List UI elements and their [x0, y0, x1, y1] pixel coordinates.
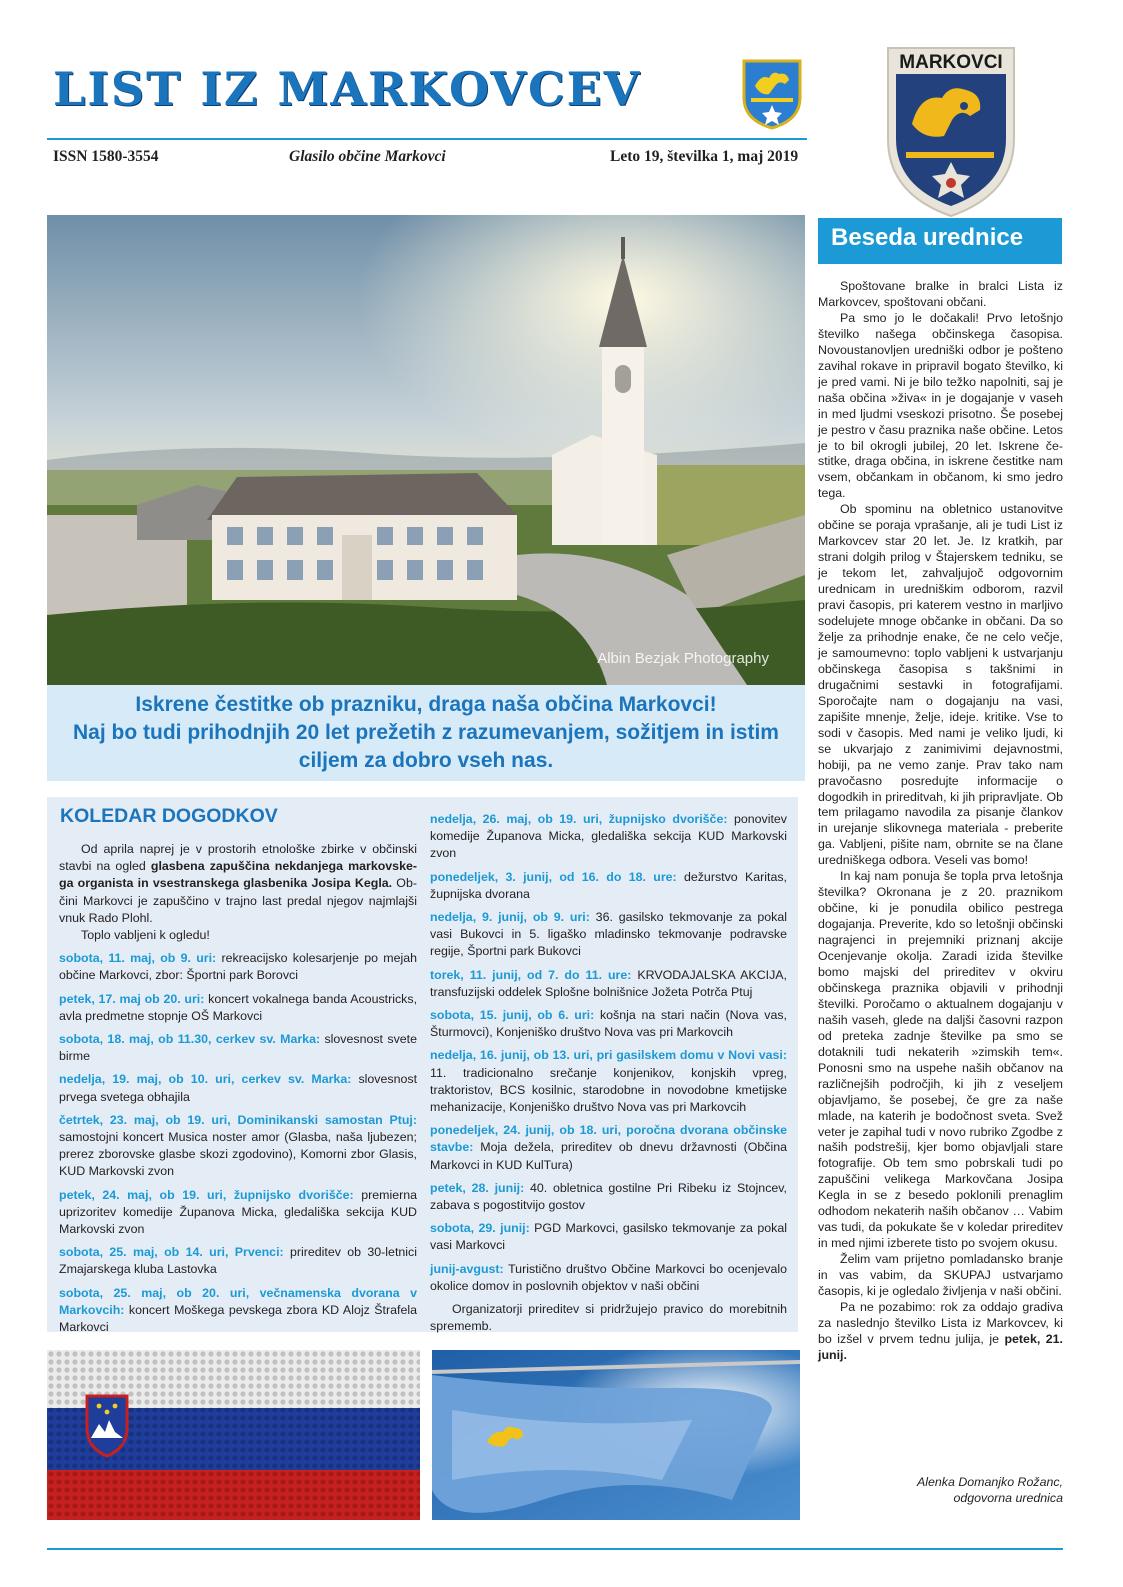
editorial-signature: [917, 1474, 1063, 1506]
markovci-shield-patch: [882, 44, 1020, 219]
event-item: [430, 909, 787, 961]
editorial-paragraph: Pa smo jo le dočakali! Prvo letošnjo številko našega občinskega časopisa. Novoustanovljen uredniški odbor je pošteno zavihal rokave in pripravil bogato številko, ki je pred vami. Ni je bilo težko napolniti, saj je naša občina »živa« in je dogajanje v vaseh in med ljudmi vseskozi prisotno. Še posebej je pestro v času praznika naše občine. Letos je to bil okrogli jubilej, 20 let. Iskrene čestitke, draga občina, in iskrene čestitke nam vsem, občankam in občanom, ki smo jedro tega.: [818, 310, 1063, 501]
event-when: četrtek, 23. maj, ob 19. uri, Dominikanski samostan Ptuj:: [59, 1112, 417, 1127]
event-what: PGD Markovci, gasilsko tekmovanje za pokal vasi Markovci: [430, 1221, 787, 1253]
editorial-paragraph: Želim vam prijetno pomladansko branje in vas vabim, da SKUPAJ ustvarjamo časopis, ki je ogledalo življenja v naši občini.: [818, 1252, 1063, 1299]
editorial-paragraphs: [818, 279, 1063, 1300]
calendar-invite: Toplo vabljeni k ogledu!: [81, 928, 210, 943]
issue-info: Leto 19, številka 1, maj 2019: [610, 148, 799, 165]
event-what: 40. obletnica gostilne Pri Ribeku iz Stojncev, zabava s pogostitvijo gostov: [430, 1180, 787, 1213]
event-when: sobota, 18. maj, ob 11.30, cerkev sv. Marka:: [59, 1032, 321, 1047]
calendar-title: KOLEDAR DOGODKOV: [60, 805, 278, 827]
crest-label: MARKOVCI: [899, 52, 1003, 73]
event-item: [59, 1071, 417, 1105]
event-when: nedelja, 16. junij, ob 13. uri, pri gasilskem domu v Novi vasi:: [430, 1048, 787, 1063]
event-when: nedelja, 19. maj, ob 10. uri, cerkev sv. Marka:: [59, 1072, 352, 1087]
header-rule: [47, 138, 807, 140]
event-what: košnja na stari način (Nova vas, Šturmovci), Konjeniško društvo Nova vas pri Markovcih: [430, 1008, 787, 1040]
event-item: [430, 1047, 787, 1116]
event-item: [430, 1261, 787, 1295]
event-item: [59, 1244, 417, 1278]
event-item: [430, 1122, 787, 1174]
event-item: [59, 950, 417, 984]
main-photo-municipal-building-church: [47, 215, 805, 685]
event-what: slovesnost svete birme: [59, 1032, 417, 1064]
editorial-paragraph: In kaj nam ponuja še topla prva letošnja številka? Okronana je z 20. praznikom občine, ki je ponudila obilico pestrega dogajanja. Preverite, kdo so letošnji občinski nagrajenci in prejemniki priznanj akcije Ocenjevanje okolja. Zaradi izida številke bomo majski del prireditev v okviru občinskega praznika objavili v prihodnji številki. Poročamo o aktualnem dogajanju v naših vaseh, glede na daljši časovni razpon od preteka zadnje številke pa smo se dotaknili tudi nekaterih »zimskih tem«. Ponosni smo na uspehe naših občanov na različnejših področjih, ki jih z veseljem objavljamo, še posebej, če gre za naše mlade, na katerih je bodočnost sveta. Svež veter je zapihal tudi v novo rubriko Zgodbe z naših podstrešij, kjer bomo objavljali stare fotografije. Ob tem smo pobrskali tudi po zapuščini velikega Markovčana Josipa Kegla in se z besedo poklonili prenaglim odhodom nekaterih naših občanov … Vabim vas tudi, da pokukate še v koledar prireditev in med njimi izberete tisto po svojem okusu.: [818, 869, 1063, 1251]
event-item: [430, 967, 787, 1001]
slovenian-flag-photo: [47, 1350, 420, 1520]
photo-credit: Albin Bezjak Photography: [597, 650, 769, 667]
calendar-intro: Od aprila naprej je v prostorih etnološke zbirke v občinski stavbi na ogled glasbena zapuščina nekdanjega markovskega organista in vsestranskega glasbenika Josipa Kegla. Občini Markovci je zapuščino v trajno last predal njegov najmlajši vnuk Rado Plohl.: [59, 842, 417, 925]
event-what: samostojni koncert Musica noster amor (Glasba, naša ljubezen; prerez zborovske glasbe skozi zgodovino), Komorni zbor Glasis, KUD Markovski zvon: [59, 1130, 417, 1179]
editorial-paragraph: Ob spominu na obletnico ustanovitve občine se poraja vprašanje, ali je tudi List iz Markovcev star 20 let. Je. Iz kratkih, par strani dolgih prilog v Štajerskem tedniku, se je tekom let, zahvaljujoč odgovornim urednicam in uredniškim odborom, razvil pravi časopis, pri katerem vestno in marljivo sodelujete mnoge občanke in občani. Da so želje za prihodnje enake, če ne celo večje, je samoumevno: toplo vabljeni k ustvarjanju občinskega časopisa s takšnimi in drugačnimi sestavki in fotografijami. Sporočajte nam o dogajanju na vasi, zapišite mnenje, želje, ideje. kritike. Vse to sodi v časopis. Med nami je veliko ljudi, ki se ukvarjajo z zanimivimi dejavnostmi, hobiji, pa ne vemo zanje. Prav tako nam pravočasno posredujte informacije o dogodkih in prireditvah, ki jih pripravljate. Ob tem prilagamo navodila za pisanje člankov in urejanje slikovnega materiala - preberite ga. Vabljeni, pišite nam, obrnite se na člane uredniškega odbora. Veseli vas bomo!: [818, 502, 1063, 868]
calendar-right-column: [430, 805, 787, 1335]
issn-number: ISSN 1580-3554: [53, 148, 159, 165]
markovci-flag-photo: [432, 1350, 800, 1520]
event-when: sobota, 29. junij:: [430, 1221, 530, 1236]
event-when: junij-avgust:: [430, 1261, 504, 1276]
event-when: sobota, 15. junij, ob 6. uri:: [430, 1008, 595, 1023]
event-what: koncert Moškega pevskega zbora KD Alojz Štrafela Markovci: [59, 1302, 417, 1335]
editorial-title: Beseda urednice: [831, 224, 1024, 251]
event-when: nedelja, 9. junij, ob 9. uri:: [430, 910, 590, 925]
footer-rule: [47, 1548, 1063, 1550]
event-item: [430, 1220, 787, 1254]
event-what: rekreacijsko kolesarjenje po mejah občine Markovci, zbor: Športni park Borovci: [59, 951, 417, 983]
event-calendar-box: [47, 797, 798, 1335]
event-when: ponedeljek, 3. junij, od 16. do 18. ure:: [430, 869, 677, 884]
right-event-list: [430, 811, 787, 1295]
event-when: nedelja, 26. maj, ob 19. uri, župnijsko dvorišče:: [430, 812, 728, 826]
congrats-line-1: Iskrene čestitke ob prazniku, draga naša občina Markovci!: [135, 693, 717, 716]
event-what: 11. tradicionalno srečanje konjenikov, konjskih vpreg, traktoristov, BCS kosilnic, starodobne in novodobne kmetijske mehanizacije, Konjeniško društvo Nova vas pri Markovcih: [430, 1065, 787, 1115]
event-what: ponovitev komedije Županova Micka, gledališka sekcija KUD Markovski zvon: [430, 812, 788, 861]
congrats-line-3: ciljem za dobro vseh nas.: [298, 749, 554, 772]
editorial-header: [818, 218, 1062, 264]
event-item: [430, 811, 787, 863]
editorial-body: [818, 279, 1063, 1364]
event-when: sobota, 11. maj, ob 9. uri:: [59, 951, 217, 966]
event-item: [59, 1112, 417, 1181]
event-what: slovesnost prvega svetega obhajila: [59, 1072, 418, 1104]
publication-subtitle: Glasilo občine Markovci: [289, 148, 446, 165]
editorial-deadline: Pa ne pozabimo: rok za oddajo gradiva za naslednjo številko Lista iz Markovcev, ki bo izšel v prvem tednu julija, je petek, 21. junij.: [818, 1300, 1063, 1362]
congrats-line-2: Naj bo tudi prihodnjih 20 let prežetih z razumevanjem, sožitjem in istim: [73, 721, 779, 744]
signature-name: Alenka Domanjko Rožanc,: [916, 1475, 1063, 1489]
event-item: [59, 991, 417, 1025]
congratulations-banner: [47, 685, 805, 781]
event-what: Moja dežela, prireditev ob dnevu državnosti (Občina Markovci in KUD KulTura): [430, 1140, 787, 1172]
event-what: 36. gasilsko tekmovanje za pokal vasi Bukovci in 5. ligaško mladinsko tekmovanje podravske regije, Športni park Bukovci: [430, 910, 787, 959]
event-when: petek, 28. junij:: [430, 1180, 525, 1195]
event-item: [430, 1180, 787, 1214]
event-when: sobota, 25. maj, ob 20. uri, večnamenska dvorana v Markovcih:: [59, 1285, 417, 1317]
editorial-paragraph: Spoštovane bralke in bralci Lista iz Markovcev, spoštovani občani.: [818, 279, 1063, 309]
event-what: prireditev ob 30-letnici Zmajarskega kluba Lastovka: [59, 1245, 417, 1277]
event-item: [430, 869, 787, 903]
left-event-list: [59, 950, 417, 1336]
event-when: petek, 24. maj, ob 19. uri, župnijsko dvorišče:: [59, 1187, 354, 1202]
event-what: Turistično društvo Občine Markovci bo ocenjevalo okolice domov in poslovnih objektov v naši občini: [430, 1261, 787, 1293]
calendar-left-column: [59, 841, 417, 1336]
event-when: ponedeljek, 24. junij, ob 18. uri, poročna dvorana občinske stavbe:: [430, 1123, 787, 1155]
event-item: [59, 1031, 417, 1065]
event-when: torek, 11. junij, od 7. do 11. ure:: [430, 967, 632, 982]
event-item: [59, 1285, 417, 1337]
event-when: petek, 17. maj ob 20. uri:: [59, 991, 205, 1006]
calendar-closing-note: Organizatorji prireditev si pridržujejo pravico do morebitnih sprememb.: [430, 1302, 787, 1334]
event-what: KRVODAJALSKA AKCIJA, transfuzijski oddelek Splošne bolnišnice Jožeta Potrča Ptuj: [430, 967, 787, 999]
event-what: koncert vokalnega banda Acoustricks, avla predmetne stopnje OŠ Markovci: [59, 991, 418, 1023]
event-item: [430, 1007, 787, 1041]
event-when: sobota, 25. maj, ob 14. uri, Prvenci:: [59, 1245, 284, 1260]
event-what: dežurstvo Karitas, župnijska dvorana: [430, 869, 787, 901]
signature-role: odgovorna urednica: [953, 1491, 1063, 1505]
masthead-title: LIST IZ MARKOVCEV: [53, 62, 642, 116]
municipal-crest-logo: [741, 58, 803, 130]
event-what: premierna uprizoritev komedije Županova Micka, gledališka sekcija KUD Markovski zvon: [59, 1187, 418, 1237]
event-item: [59, 1187, 417, 1239]
